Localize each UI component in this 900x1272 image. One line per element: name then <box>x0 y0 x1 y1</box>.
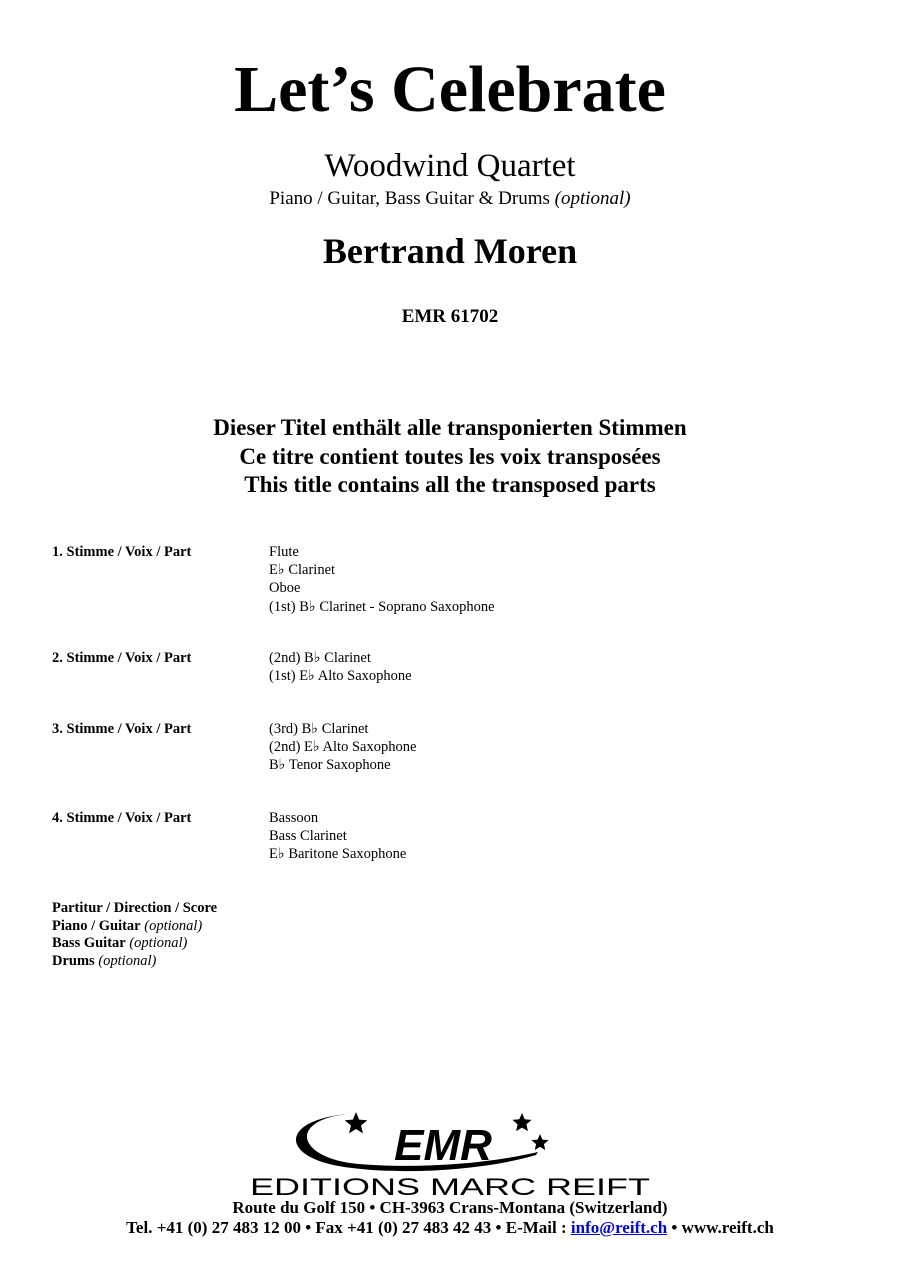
instrumentation-line <box>0 187 900 211</box>
star-icon <box>345 1112 368 1133</box>
part-label: 3. Stimme / Voix / Part <box>52 721 192 737</box>
catalog-number: EMR 61702 <box>401 306 499 327</box>
publisher-contact <box>0 1217 900 1239</box>
instrumentation-text: Piano / Guitar, Bass Guitar & Drums <box>269 188 550 209</box>
instrument-item: Bassoon <box>269 810 319 826</box>
instrument-item: Flute <box>269 544 299 560</box>
instrument-item: E♭ Baritone Saxophone <box>269 846 407 863</box>
part-instrument-list <box>269 649 412 685</box>
star-icon <box>513 1113 532 1131</box>
extra-item <box>52 900 217 918</box>
logo-emr-text: EMR <box>394 1121 492 1170</box>
instrument-item: (2nd) B♭ Clarinet <box>269 650 371 666</box>
extra-note: (optional) <box>98 952 157 969</box>
composer-name: Bertrand Moren <box>322 231 578 271</box>
part-label: 4. Stimme / Voix / Part <box>52 810 192 826</box>
instrument-item: E♭ Clarinet <box>269 562 336 579</box>
contact-phone-fax: Tel. +41 (0) 27 483 12 00 • Fax +41 (0) 27 483 42 43 • E-Mail : <box>126 1218 571 1237</box>
extra-name: Drums <box>52 952 95 969</box>
part-label: 2. Stimme / Voix / Part <box>52 650 192 666</box>
part-instrument-list <box>269 809 406 864</box>
notice-german: Dieser Titel enthält alle transponierten Stimmen <box>213 415 687 440</box>
publisher-logo <box>248 1108 652 1200</box>
extra-item <box>52 935 217 953</box>
page-title: Let’s Celebrate <box>234 53 666 126</box>
extra-item <box>52 918 217 936</box>
transposed-parts-notice <box>0 414 900 500</box>
optional-note: (optional) <box>554 188 631 209</box>
part-instrument-list <box>269 720 416 775</box>
email-link[interactable]: info@reift.ch <box>570 1218 668 1237</box>
part-instrument-list <box>269 543 495 616</box>
part-label: 1. Stimme / Voix / Part <box>52 544 192 560</box>
instrument-item: B♭ Tenor Saxophone <box>269 757 391 774</box>
extra-note: (optional) <box>129 935 188 952</box>
additional-parts <box>52 900 217 970</box>
instrument-item: (3rd) B♭ Clarinet <box>269 721 369 737</box>
extra-item <box>52 953 217 971</box>
extra-name: Bass Guitar <box>52 935 126 952</box>
extra-note: (optional) <box>144 917 203 934</box>
publisher-address: Route du Golf 150 • CH-3963 Crans-Montana (Switzerland) <box>232 1198 668 1217</box>
instrument-item: (1st) E♭ Alto Saxophone <box>269 668 412 685</box>
subtitle: Woodwind Quartet <box>324 148 576 184</box>
contact-website: • www.reift.ch <box>667 1218 774 1237</box>
notice-english: This title contains all the transposed parts <box>244 472 656 497</box>
instrument-item: (1st) B♭ Clarinet - Soprano Saxophone <box>269 598 495 615</box>
publisher-name: EDITIONS MARC REIFT <box>250 1174 651 1200</box>
instrument-item: Bass Clarinet <box>269 828 347 845</box>
instrument-item: (2nd) E♭ Alto Saxophone <box>269 739 417 756</box>
extra-name: Partitur / Direction / Score <box>52 900 218 916</box>
instrument-item: Oboe <box>269 580 301 597</box>
extra-name: Piano / Guitar <box>52 917 141 934</box>
star-icon <box>531 1134 548 1150</box>
notice-french: Ce titre contient toutes les voix transposées <box>239 443 661 469</box>
